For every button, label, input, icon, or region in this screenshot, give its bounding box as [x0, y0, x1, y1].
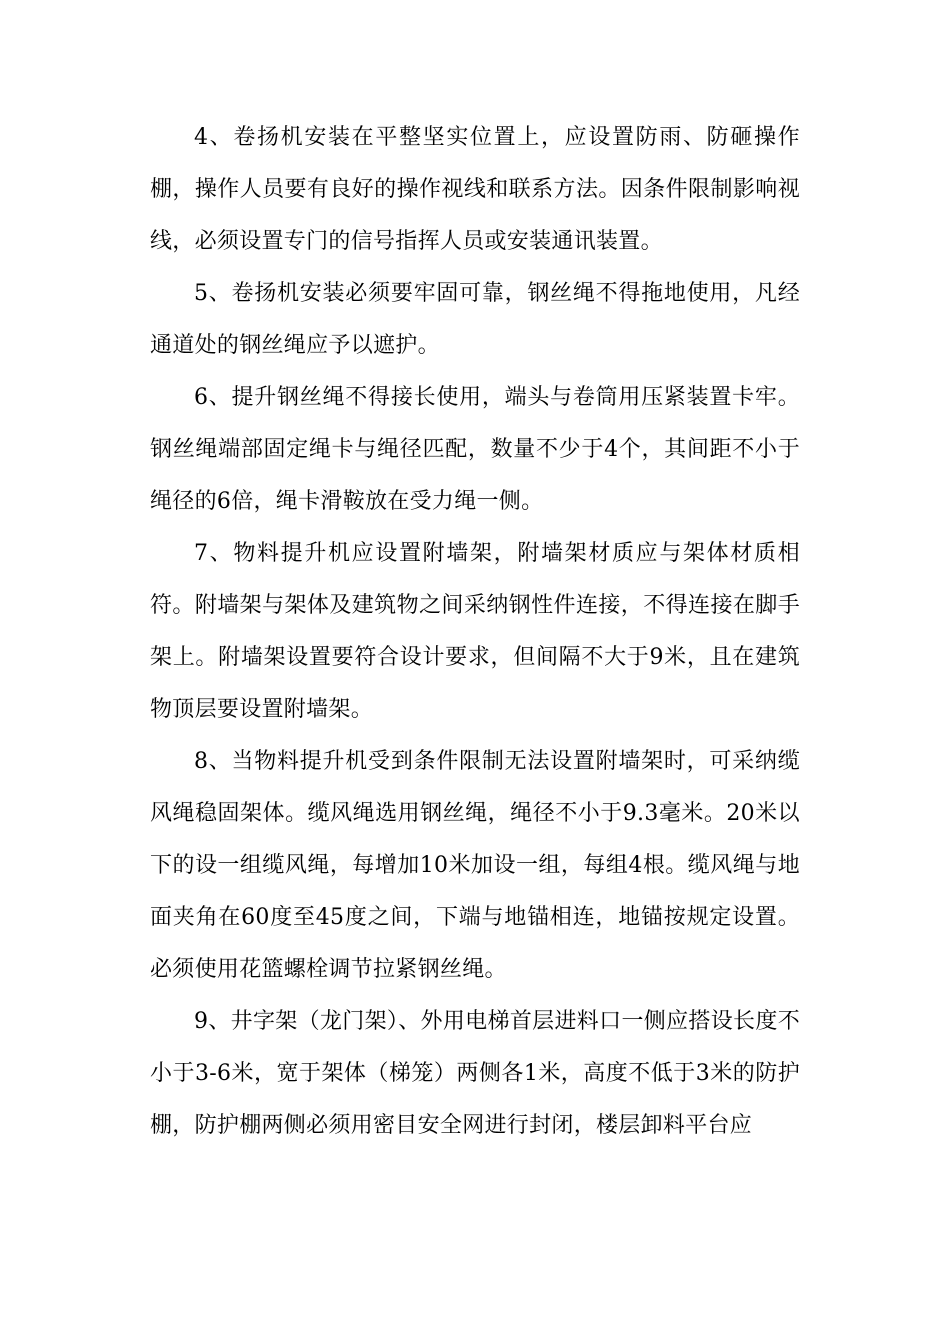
paragraph-item-6: 6、提升钢丝绳不得接长使用，端头与卷筒用压紧装置卡牢。钢丝绳端部固定绳卡与绳径匹配，数量不少于4个，其间距不小于绳径的6倍，绳卡滑鞍放在受力绳一侧。 — [150, 385, 800, 514]
paragraph-item-4: 4、卷扬机安装在平整坚实位置上，应设置防雨、防砸操作棚，操作人员要有良好的操作视线和联系方法。因条件限制影响视线，必须设置专门的信号指挥人员或安装通讯装置。 — [150, 125, 800, 254]
document-body — [150, 112, 800, 1152]
paragraph-item-7: 7、物料提升机应设置附墙架，附墙架材质应与架体材质相符。附墙架与架体及建筑物之间采纳钢性件连接，不得连接在脚手架上。附墙架设置要符合设计要求，但间隔不大于9米，且在建筑物顶层要设置附墙架。 — [150, 541, 800, 722]
paragraph-item-8: 8、当物料提升机受到条件限制无法设置附墙架时，可采纳缆风绳稳固架体。缆风绳选用钢丝绳，绳径不小于9.3毫米。20米以下的设一组缆风绳，每增加10米加设一组，每组4根。缆风绳与地面夹角在60度至45度之间，下端与地锚相连，地锚按规定设置。必须使用花篮螺栓调节拉紧钢丝绳。 — [150, 749, 800, 982]
paragraph-item-9: 9、井字架（龙门架）、外用电梯首层进料口一侧应搭设长度不小于3-6米，宽于架体（梯笼）两侧各1米，高度不低于3米的防护棚，防护棚两侧必须用密目安全网进行封闭，楼层卸料平台应 — [150, 1009, 800, 1138]
paragraph-item-5: 5、卷扬机安装必须要牢固可靠，钢丝绳不得拖地使用，凡经通道处的钢丝绳应予以遮护。 — [150, 281, 800, 358]
